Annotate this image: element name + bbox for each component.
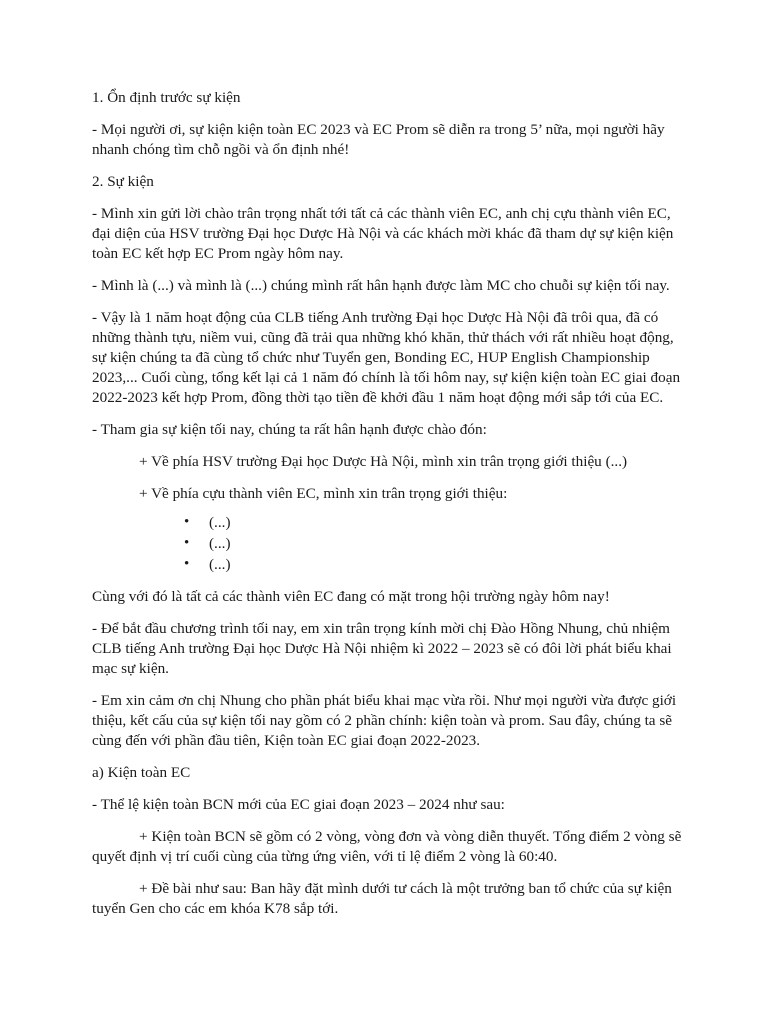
bullet-item: • (...) (184, 512, 682, 533)
paragraph: - Mọi người ơi, sự kiện kiện toàn EC 2023 và EC Prom sẽ diễn ra trong 5’ nữa, mọi người hãy nhanh chóng tìm chỗ ngồi và ổn định nhé! (92, 121, 665, 158)
bullet-item: • (...) (184, 533, 682, 554)
paragraph: Cùng với đó là tất cả các thành viên EC đang có mặt trong hội trường ngày hôm nay! (92, 588, 610, 605)
paragraph: - Mình là (...) và mình là (...) chúng mình rất hân hạnh được làm MC cho chuỗi sự kiện tối nay. (92, 277, 670, 294)
indented-paragraph: + Về phía HSV trường Đại học Dược Hà Nội, mình xin trân trọng giới thiệu (...) (139, 453, 628, 470)
section-heading-2: 2. Sự kiện (92, 173, 154, 190)
subsection-heading: a) Kiện toàn EC (92, 764, 191, 781)
paragraph: - Vậy là 1 năm hoạt động của CLB tiếng Anh trường Đại học Dược Hà Nội đã trôi qua, đã có những thành tựu, niềm vui, cũng đã trải qua những khó khăn, thử thách với rất nhiều hoạt động, sự kiện chúng ta đã cùng tổ chức như Tuyển gen, Bonding EC, HUP English Championship 2023,... Cuối cùng, tổng kết lại cả 1 năm đó chính là tối hôm nay, sự kiện kiện toàn EC giai đoạn 2022-2023 kết hợp Prom, đồng thời tạo tiền đề khởi đầu 1 năm hoạt động mới sắp tới của EC. (92, 309, 681, 406)
paragraph: - Thể lệ kiện toàn BCN mới của EC giai đoạn 2023 – 2024 như sau: (92, 796, 505, 813)
indented-paragraph: + Về phía cựu thành viên EC, mình xin trân trọng giới thiệu: (139, 485, 508, 502)
indented-paragraph: + Kiện toàn BCN sẽ gồm có 2 vòng, vòng đơn và vòng diễn thuyết. Tổng điểm 2 vòng sẽ quyết định vị trí cuối cùng của từng ứng viên, với tỉ lệ điểm 2 vòng là 60:40. (92, 828, 682, 865)
document-body (92, 88, 682, 931)
section-heading-1: 1. Ổn định trước sự kiện (92, 89, 241, 106)
bullet-item: • (...) (184, 554, 682, 575)
paragraph: - Tham gia sự kiện tối nay, chúng ta rất hân hạnh được chào đón: (92, 421, 487, 438)
indented-paragraph: + Đề bài như sau: Ban hãy đặt mình dưới tư cách là một trưởng ban tổ chức của sự kiện tuyển Gen cho các em khóa K78 sắp tới. (92, 880, 672, 917)
paragraph: - Mình xin gửi lời chào trân trọng nhất tới tất cả các thành viên EC, anh chị cựu thành viên EC, đại diện của HSV trường Đại học Dược Hà Nội và các khách mời khác đã tham dự sự kiện kiện toàn EC kết hợp EC Prom ngày hôm nay. (92, 205, 674, 262)
paragraph: - Để bắt đầu chương trình tối nay, em xin trân trọng kính mời chị Đào Hồng Nhung, chủ nhiệm CLB tiếng Anh trường Đại học Dược Hà Nội nhiệm kì 2022 – 2023 sẽ có đôi lời phát biểu khai mạc sự kiện. (92, 620, 672, 677)
paragraph: - Em xin cảm ơn chị Nhung cho phần phát biểu khai mạc vừa rồi. Như mọi người vừa được giới thiệu, kết cấu của sự kiện tối nay gồm có 2 phần chính: kiện toàn và prom. Sau đây, chúng ta sẽ cùng đến với phần đầu tiên, Kiện toàn EC giai đoạn 2022-2023. (92, 692, 677, 749)
bullet-list (92, 512, 682, 575)
